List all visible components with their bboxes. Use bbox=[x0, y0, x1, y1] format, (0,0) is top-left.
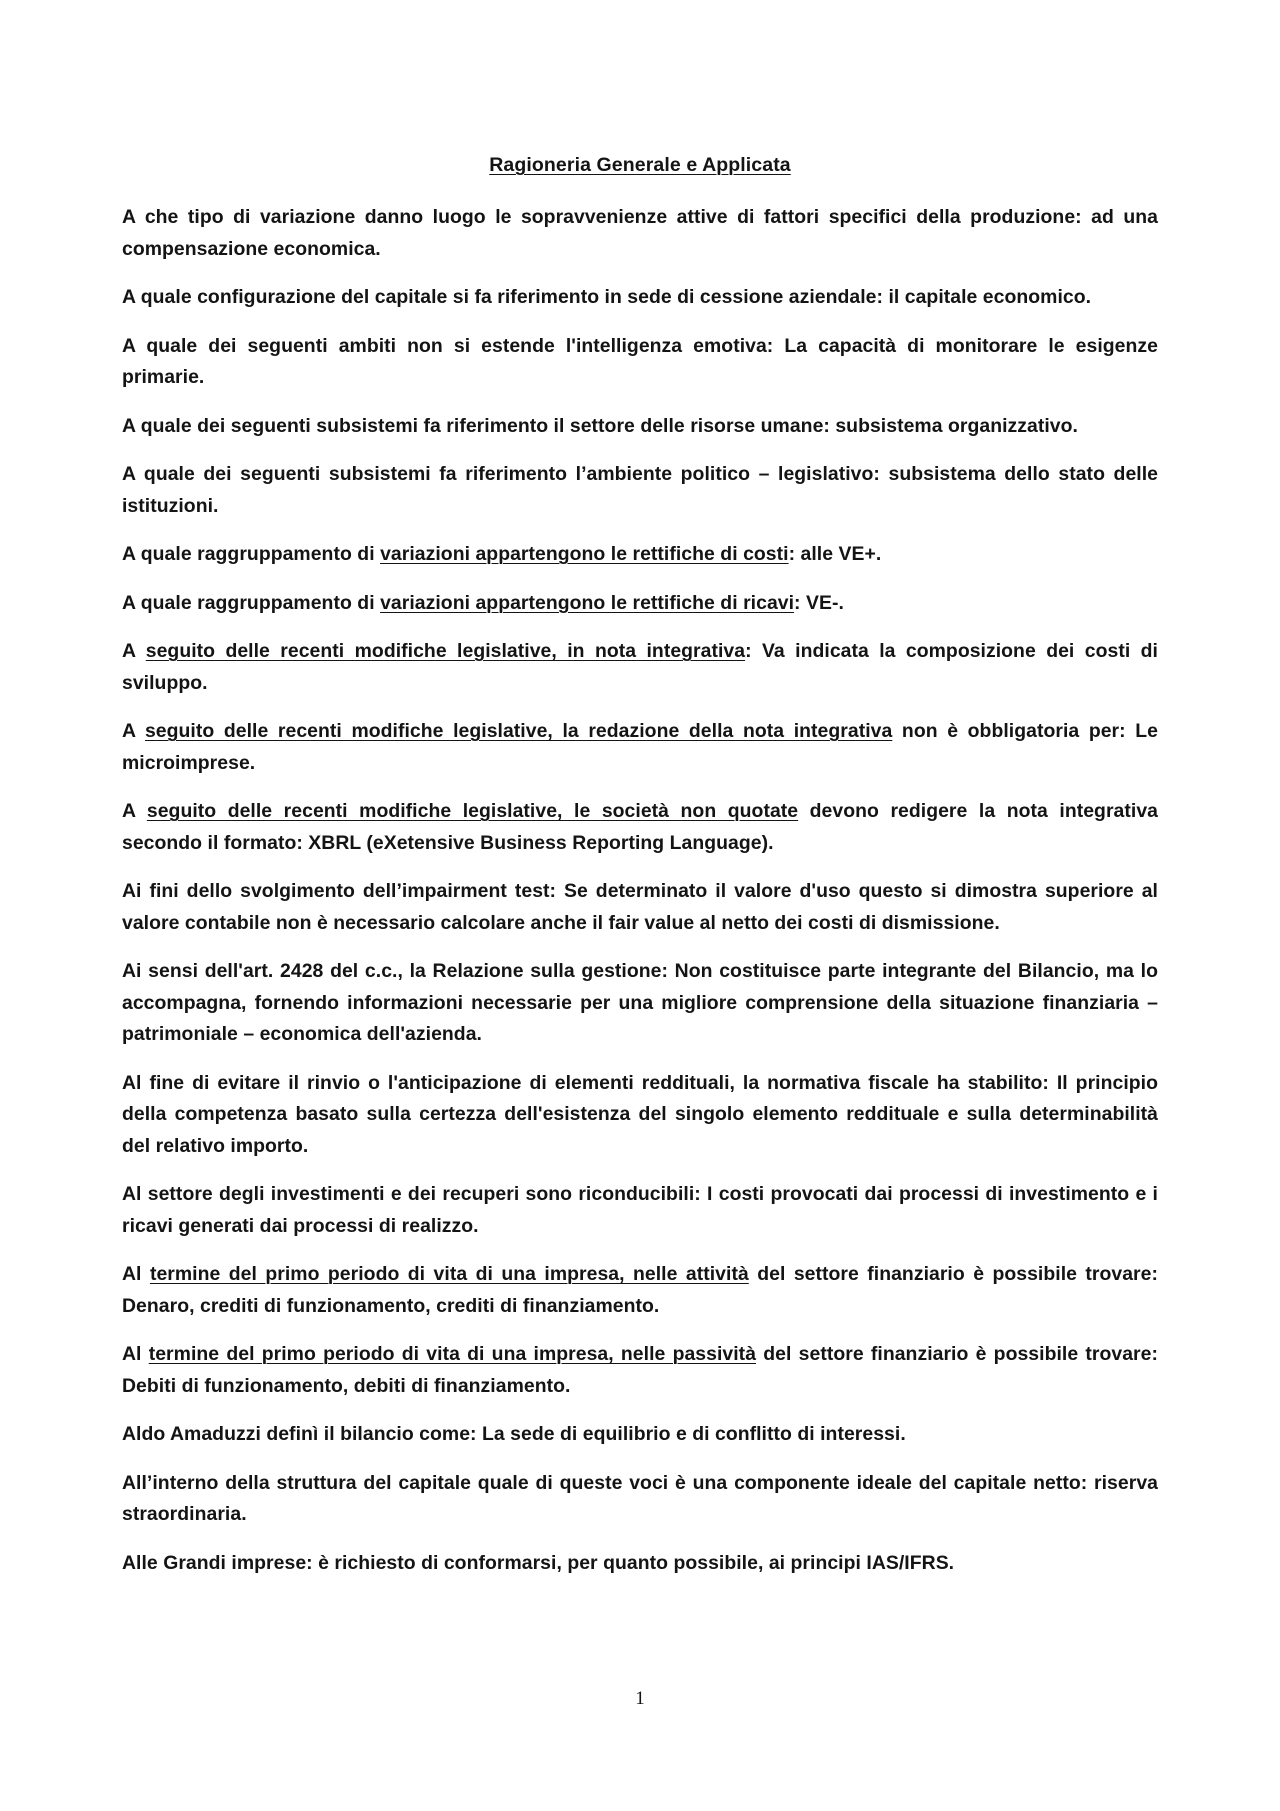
paragraph-text: A bbox=[122, 800, 147, 822]
document-title: Ragioneria Generale e Applicata bbox=[489, 154, 791, 176]
paragraph-text: : Va indicata la composizione dei costi di sviluppo. bbox=[122, 640, 1158, 694]
paragraph-text: Alle Grandi imprese: è richiesto di conformarsi, per quanto possibile, ai principi IAS/IFRS. bbox=[122, 1551, 955, 1574]
paragraph-text: Ai fini dello svolgimento dell’impairment test: Se determinato il valore d'uso questo si dimostra superiore al valore contabile non è necessario calcolare anche il fair value al netto dei costi di dismissione. bbox=[122, 880, 1158, 934]
paragraph bbox=[122, 588, 1158, 620]
paragraph-text: A quale raggruppamento di bbox=[122, 591, 381, 614]
underlined-text: variazioni appartengono le rettifiche di costi bbox=[380, 543, 789, 565]
paragraph-text: A quale dei seguenti ambiti non si estende l'intelligenza emotiva: La capacità di monitorare le esigenze primarie. bbox=[122, 334, 1158, 388]
paragraph-text: A quale raggruppamento di bbox=[122, 543, 381, 565]
paragraph-text: Al fine di evitare il rinvio o l'anticipazione di elementi reddituali, la normativa fiscale ha stabilito: Il principio della competenza basato sulla certezza dell'esistenza del singolo elemento reddituale e sulla determinabilità del relativo importo. bbox=[122, 1071, 1158, 1157]
paragraph-text: A che tipo di variazione danno luogo le sopravvenienze attive di fattori specifici della produzione: ad una compensazione economica. bbox=[122, 206, 1158, 260]
paragraph-text: devono redigere la nota integrativa secondo il formato: XBRL (eXetensive Business Reporting Language). bbox=[122, 800, 1158, 854]
underlined-text: seguito delle recenti modifiche legislative, la redazione della nota integrativa bbox=[144, 720, 893, 742]
paragraph bbox=[122, 1068, 1158, 1163]
paragraph bbox=[122, 1179, 1158, 1242]
paragraph bbox=[122, 1548, 1158, 1580]
paragraph bbox=[122, 331, 1158, 394]
paragraph-text: Al bbox=[122, 1343, 149, 1365]
paragraph-text: All’interno della struttura del capitale quale di queste voci è una componente ideale del capitale netto: riserva straordinaria. bbox=[122, 1471, 1158, 1525]
paragraph-text: Al settore degli investimenti e dei recuperi sono riconducibili: I costi provocati dai processi di investimento e i ricavi generati dai processi di realizzo. bbox=[122, 1183, 1158, 1237]
paragraph-text: del settore finanziario è possibile trovare: Denaro, crediti di funzionamento, crediti di finanziamento. bbox=[122, 1263, 1158, 1317]
paragraph bbox=[122, 876, 1158, 939]
paragraph-text: A bbox=[122, 640, 146, 662]
underlined-text: seguito delle recenti modifiche legislative, le società non quotate bbox=[146, 800, 799, 822]
paragraph-text: Al bbox=[122, 1263, 150, 1285]
paragraph bbox=[122, 539, 1158, 571]
page-number: 1 bbox=[635, 1688, 645, 1709]
paragraph bbox=[122, 1339, 1158, 1402]
paragraph-text: A quale configurazione del capitale si fa riferimento in sede di cessione aziendale: il capitale economico. bbox=[122, 286, 1092, 308]
underlined-text: seguito delle recenti modifiche legislative, in nota integrativa bbox=[145, 640, 746, 662]
paragraph bbox=[122, 716, 1158, 779]
paragraph-text: Aldo Amaduzzi definì il bilancio come: La sede di equilibrio e di conflitto di interessi. bbox=[122, 1423, 906, 1445]
paragraph-text: : VE-. bbox=[794, 591, 844, 614]
paragraph bbox=[122, 282, 1158, 314]
paragraph bbox=[122, 411, 1158, 443]
underlined-text: variazioni appartengono le rettifiche di ricavi bbox=[380, 591, 795, 614]
paragraph-text: A quale dei seguenti subsistemi fa riferimento l’ambiente politico – legislativo: subsistema dello stato delle istituzioni. bbox=[122, 463, 1158, 517]
paragraph-text: A quale dei seguenti subsistemi fa riferimento il settore delle risorse umane: subsistema organizzativo. bbox=[122, 414, 1078, 437]
paragraph-text: : alle VE+. bbox=[788, 543, 882, 565]
paragraph-text: del settore finanziario è possibile trovare: Debiti di funzionamento, debiti di finanziamento. bbox=[122, 1343, 1158, 1397]
paragraph bbox=[122, 1259, 1158, 1322]
paragraph-text: Ai sensi dell'art. 2428 del c.c., la Relazione sulla gestione: Non costituisce parte integrante del Bilancio, ma lo accompagna, fornendo informazioni necessarie per una migliore comprensione della situazione finanziaria – patrimoniale – economica dell'azienda. bbox=[122, 960, 1158, 1045]
paragraph bbox=[122, 956, 1158, 1051]
paragraph bbox=[122, 202, 1158, 265]
paragraph bbox=[122, 796, 1158, 859]
paragraph bbox=[122, 1419, 1158, 1451]
paragraph bbox=[122, 459, 1158, 522]
document-body bbox=[122, 202, 1158, 1596]
underlined-text: termine del primo periodo di vita di una impresa, nelle attività bbox=[149, 1263, 749, 1285]
paragraph bbox=[122, 636, 1158, 699]
paragraph-text: non è obbligatoria per: Le microimprese. bbox=[122, 720, 1158, 774]
paragraph bbox=[122, 1468, 1158, 1531]
underlined-text: termine del primo periodo di vita di una impresa, nelle passività bbox=[148, 1343, 757, 1365]
paragraph-text: A bbox=[122, 720, 145, 742]
